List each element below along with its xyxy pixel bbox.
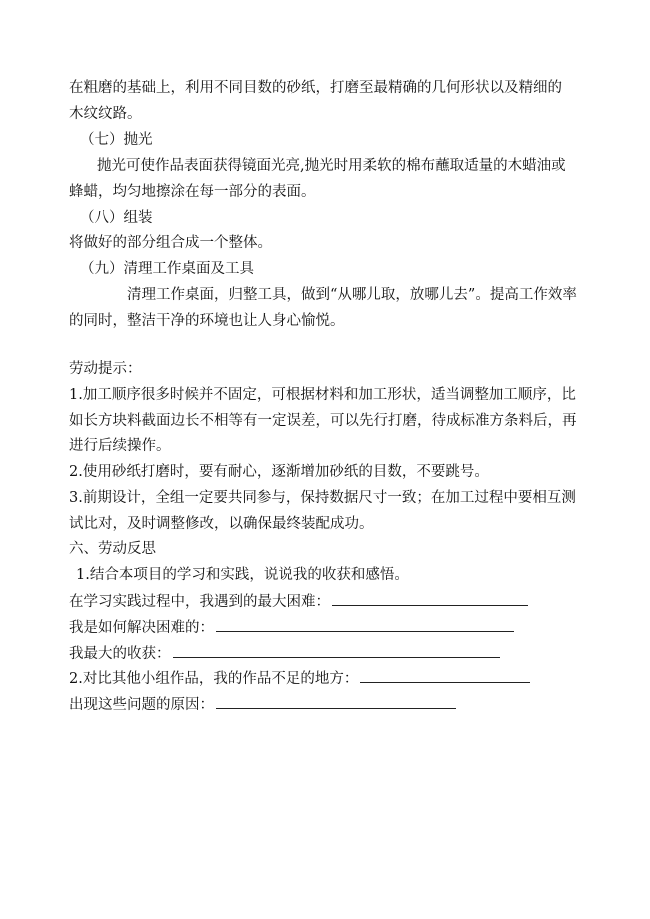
tip1-line-2: 如长方块料截面边长不相等有一定误差，可以先行打磨，待成标准方条料后，再 bbox=[69, 413, 577, 429]
shortcoming-label: 2.对比其他小组作品，我的作品不足的地方： bbox=[69, 671, 359, 687]
step9-heading: （九）清理工作桌面及工具 bbox=[80, 261, 254, 277]
reflection-row-difficulty bbox=[69, 591, 528, 611]
tip1-line-1: 1.加工顺序很多时候并不固定，可根据材料和加工形状，适当调整加工顺序，比 bbox=[69, 387, 576, 403]
shortcoming-answer-line[interactable] bbox=[360, 668, 530, 683]
step8-line-1: 将做好的部分组合成一个整体。 bbox=[69, 235, 272, 251]
reflection-row-gain bbox=[69, 643, 500, 663]
reflection-row-cause bbox=[69, 694, 456, 714]
step9-line-2: 的同时，整洁干净的环境也让人身心愉悦。 bbox=[69, 313, 345, 329]
difficulty-label: 在学习实践过程中，我遇到的最大困难： bbox=[69, 594, 330, 610]
reflection-heading: 六、劳动反思 bbox=[69, 541, 156, 557]
cause-answer-line[interactable] bbox=[216, 694, 456, 709]
step7-line-2: 蜂蜡，均匀地擦涂在每一部分的表面。 bbox=[69, 184, 316, 200]
gain-answer-line[interactable] bbox=[173, 643, 500, 658]
intro-line-1: 在粗磨的基础上，利用不同目数的砂纸，打磨至最精确的几何形状以及精细的 bbox=[69, 80, 562, 96]
step7-heading: （七）抛光 bbox=[80, 132, 153, 148]
tip3-line-1: 3.前期设计，全组一定要共同参与，保持数据尺寸一致；在加工过程中要相互测 bbox=[69, 490, 576, 506]
solution-label: 我是如何解决困难的： bbox=[69, 620, 214, 636]
step9-line-1: 清理工作桌面，归整工具，做到“从哪儿取，放哪儿去”。提高工作效率 bbox=[127, 287, 577, 303]
step7-line-1: 抛光可使作品表面获得镜面光亮,抛光时用柔软的棉布蘸取适量的木蜡油或 bbox=[97, 158, 566, 174]
tip2-line-1: 2.使用砂纸打磨时，要有耐心，逐渐增加砂纸的目数，不要跳号。 bbox=[69, 464, 489, 480]
gain-label: 我最大的收获： bbox=[69, 646, 171, 662]
tips-heading: 劳动提示： bbox=[69, 361, 142, 377]
tip1-line-3: 进行后续操作。 bbox=[69, 438, 171, 454]
reflection-row-shortcoming bbox=[69, 668, 530, 688]
difficulty-answer-line[interactable] bbox=[332, 591, 528, 606]
reflection-row-solution bbox=[69, 617, 514, 637]
reflection-question-1: 1.结合本项目的学习和实践，说说我的收获和感悟。 bbox=[76, 567, 409, 583]
cause-label: 出现这些问题的原因： bbox=[69, 697, 214, 713]
tip3-line-2: 试比对，及时调整修改，以确保最终装配成功。 bbox=[69, 516, 374, 532]
step8-heading: （八）组装 bbox=[80, 210, 153, 226]
intro-line-2: 木纹纹路。 bbox=[69, 106, 142, 122]
solution-answer-line[interactable] bbox=[216, 617, 514, 632]
